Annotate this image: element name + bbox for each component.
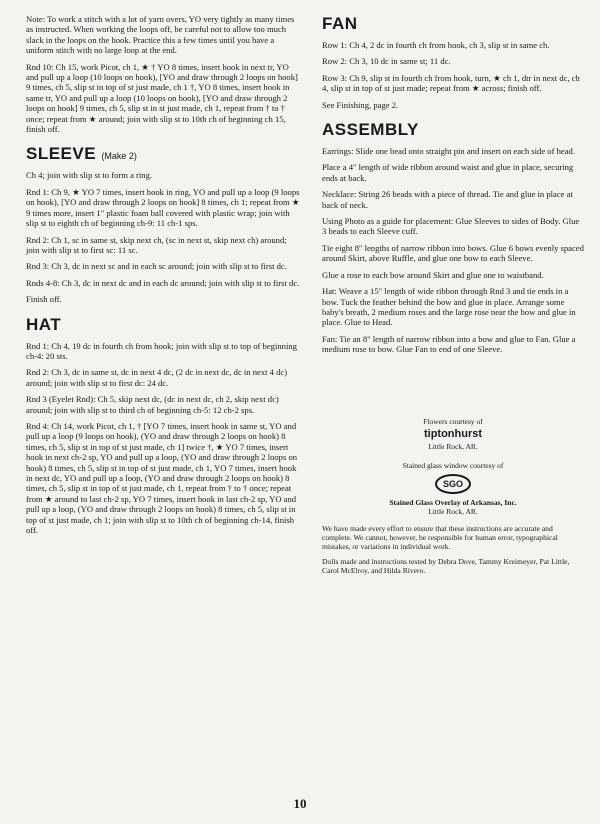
note-paragraph: Note: To work a stitch with a lot of yarn overs, YO very tightly as many times as instructed. When working the loops off, be careful not to allow too much slack in the loops on the hook. Practice this a few times until you have a uniform stitch with no large loop at the end. xyxy=(26,14,295,56)
page-number: 10 xyxy=(293,796,307,811)
sleeve-ch4: Ch 4; join with slip st to form a ring. xyxy=(26,170,153,181)
credits-block xyxy=(322,417,584,516)
sleeve-rnd3: Rnd 3: Ch 3, dc in next sc and in each sc around; join with slip st to first dc. xyxy=(26,261,287,272)
sleeve-finish: Finish off. xyxy=(26,294,62,305)
left-column xyxy=(26,14,302,541)
sleeve-heading xyxy=(26,144,302,164)
sleeve-rnds4-8: Rnds 4-8: Ch 3, dc in next dc and in each dc around; join with slip st to first dc. xyxy=(26,277,300,288)
hat-rnd4: Rnd 4: Ch 14, work Picot, ch 1, † [YO 7 times, insert hook in same st, YO and pull up a loop (9 loops on hook), (YO and draw through 2 loops on hook) 8 times, ch 5, slip st in top of st just made, ch 1] twice †, ★ YO 7 times, insert hook in next ch-2 sp, YO and pull up a loop, (YO and draw through 2 loops on hook) 8 times, ch 5, slip st in top of st just made, ch 1, YO 7 times, insert hook in next dc, YO and pull up a loop, (YO and draw through 2 loops on hook) 8 times, ch 5, slip st in top of st just made, ch 1, repeat from † to † once; repeat from ★ around to last ch-2 sp, YO 7 times, insert hook in last ch-2 sp, YO and pull up a loop, (YO and draw through 2 loops on hook) 8 times, ch 5, slip st in top of st just made, ch 1; join with slip st to 10th ch of beginning ch-14, finish off. xyxy=(26,420,298,536)
hat-rnd3: Rnd 3 (Eyelet Rnd): Ch 5, skip next dc, (dc in next dc, ch 2, skip next dc) around; join with slip st to third ch of beginning ch-5: 12 ch-2 sps. xyxy=(26,394,279,415)
assembly-heading: ASSEMBLY xyxy=(322,120,419,140)
stained-courtesy: Stained glass window courtesy of xyxy=(402,460,504,470)
little-rock-2: Little Rock, AR. xyxy=(428,506,478,516)
rnd10-paragraph: Rnd 10: Ch 15, work Picot, ch 1, ★ † YO 8 times, insert hook in next tr, YO and pull up a loop (10 loops on hook), [YO and draw through 2 loops on hook] 9 times, ch 5, slip st in top of st just made, ch 1 †, YO 8 times, insert hook in same tr, YO and pull up a loop (10 loops on hook), [YO and draw through 2 loops on hook] 9 times, ch 5, slip st in st just made, ch 1, repeat from † to † once; repeat from ★ around; join with slip st to 10th ch of beginning ch 15, finish off. xyxy=(26,61,298,135)
necklace-paragraph: Necklace: String 26 beads with a piece of thread. Tie and glue in place at back of neck. xyxy=(322,189,573,210)
hat-rnd1: Rnd 1: Ch 4, 19 dc in fourth ch from hook; join with slip st to top of beginning ch-4: 20 sts. xyxy=(26,340,297,361)
rose-paragraph: Glue a rose to each bow around Skirt and glue one to waistband. xyxy=(322,269,544,280)
sgo-logo: SGO xyxy=(435,474,471,494)
flowers-courtesy: Flowers courtesy of xyxy=(423,416,483,426)
fan-heading: FAN xyxy=(322,14,358,33)
sleeve-subtitle: (Make 2) xyxy=(101,151,137,162)
little-rock-1: Little Rock, AR. xyxy=(428,441,478,451)
right-column xyxy=(322,14,584,582)
earrings-paragraph: Earrings: Slide one bead onto straight pin and insert on each side of head. xyxy=(322,146,575,157)
sleeve-rnd1: Rnd 1: Ch 9, ★ YO 7 times, insert hook in ring, YO and pull up a loop (9 loops on hook), [YO and draw through 2 loops on hook] 8 times, ch 1; repeat from ★ 9 times more, insert 1" plastic foam ball covered with plastic wrap; join with slip st to eighth ch of beginning ch-9: 11 ch-1 sps. xyxy=(26,186,300,229)
hat-heading: HAT xyxy=(26,314,62,334)
bows-paragraph: Tie eight 8" lengths of narrow ribbon into bows. Glue 6 bows evenly spaced around Skirt, above Ruffle, and glue one bow to each Sleeve. xyxy=(322,242,584,264)
fan-row2: Row 2: Ch 3, 10 dc in same st; 11 dc. xyxy=(322,56,451,67)
fan-finishing: See Finishing, page 2. xyxy=(322,99,399,110)
dolls-made: Dolls made and instructions tested by Debra Dove, Tammy Kreimeyer, Pat Little, Carol McElroy, and Hilda Rivero. xyxy=(322,557,570,576)
stained-name: Stained Glass Overlay of Arkansas, Inc. xyxy=(389,497,517,507)
sleeve-rnd2: Rnd 2: Ch 1, sc in same st, skip next ch, (sc in next st, skip next ch) around; join with slip st to first sc: 11 sc. xyxy=(26,234,287,255)
tiptonhurst-logo: tiptonhurst xyxy=(423,427,483,440)
hat-assembly-paragraph: Hat: Weave a 15" length of wide ribbon through Rnd 3 and tie ends in a bow. Tuck the feather behind the bow and glue in place. Arrange some baby's breath, 2 medium roses and the large rose near the bow and glue in place. Glue to Head. xyxy=(322,286,576,328)
place-ribbon-paragraph: Place a 4" length of wide ribbon around waist and glue in place, securing ends at back. xyxy=(322,162,574,183)
fan-row1: Row 1: Ch 4, 2 dc in fourth ch from hook, ch 3, slip st in same ch. xyxy=(322,40,550,50)
hat-rnd2: Rnd 2: Ch 3, dc in same st, dc in next 4 dc, (2 dc in next dc, dc in next 4 dc) around; join with slip st to first dc: 24 dc. xyxy=(26,367,288,388)
disclaimer: We have made every effort to ensure that these instructions are accurate and complete. We cannot, however, be responsible for human error, typographical mistakes, or variations in individual work. xyxy=(322,523,558,551)
sleeve-title: SLEEVE xyxy=(26,144,97,164)
fan-assembly-paragraph: Fan: Tie an 8" length of narrow ribbon into a bow and glue to Fan. Glue a medium rose to bow. Glue Fan to end of one Sleeve. xyxy=(322,333,576,355)
photo-guide-paragraph: Using Photo as a guide for placement: Glue Sleeves to sides of Body. Glue 3 beads to each Sleeve cuff. xyxy=(322,216,580,237)
fan-row3: Row 3: Ch 9, slip st in fourth ch from hook, turn, ★ ch 1, dtr in next dc, ch 4, slip st in top of st just made; repeat from ★ across; finish off. xyxy=(322,72,580,94)
